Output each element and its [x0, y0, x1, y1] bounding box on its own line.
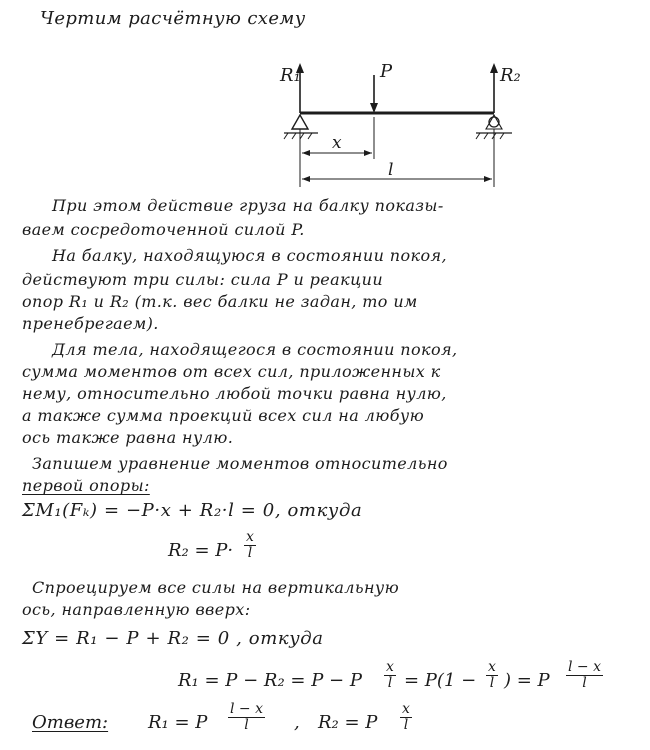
answer-r1-lhs: R₁ = P [148, 712, 208, 733]
r1-fraction-3 [566, 660, 603, 691]
fraction-numerator: x [402, 701, 410, 717]
fraction-denominator: l [403, 717, 409, 733]
text-line: нему, относительно любой точки равна нулю, [22, 384, 447, 403]
fraction-numerator: x [386, 659, 394, 675]
text-line: первой опоры: [22, 476, 150, 495]
text-line: ось, направленную вверх: [22, 600, 251, 619]
text-line: пренебрегаем). [22, 314, 159, 333]
label-p: P [380, 61, 393, 82]
text-line: ваем сосредоточенной силой P. [22, 220, 305, 239]
label-r1: R₁ [280, 65, 301, 86]
fraction-numerator: x [488, 659, 496, 675]
sum-y-equation: ΣY = R₁ − P + R₂ = 0 , откуда [22, 628, 324, 649]
r1-fraction-2 [486, 660, 498, 691]
text-line: опор R₁ и R₂ (т.к. вес балки не задан, то им [22, 292, 418, 311]
text-line: При этом действие груза на балку показы- [52, 196, 444, 215]
moment-equation: ΣM₁(Fₖ) = −P·x + R₂·l = 0, откуда [22, 500, 363, 521]
beam-diagram [270, 55, 530, 195]
answer-r1-fraction [228, 702, 265, 733]
heading: Чертим расчётную схему [40, 8, 306, 29]
text-line: сумма моментов от всех сил, приложенных к [22, 362, 441, 381]
text-line: Спроецируем все силы на вертикальную [32, 578, 400, 597]
r2-equation-lhs: R₂ = P· [168, 540, 234, 561]
r2-fraction [244, 530, 256, 561]
answer-r2-lhs: R₂ = P [318, 712, 378, 733]
answer-r2-fraction [400, 702, 412, 733]
label-l: l [388, 160, 394, 180]
fraction-denominator: l [247, 545, 253, 561]
label-r2: R₂ [500, 65, 521, 86]
fraction-numerator: x [246, 529, 254, 545]
fraction-denominator: l [244, 717, 249, 733]
fraction-numerator: l − x [230, 701, 264, 717]
answer-separator: , [294, 712, 300, 733]
fraction-numerator: l − x [568, 659, 602, 675]
left-support [284, 115, 318, 139]
text-line: Для тела, находящегося в состоянии покоя, [52, 340, 458, 359]
text-line: Запишем уравнение моментов относительно [32, 454, 448, 473]
fraction-denominator: l [387, 675, 393, 691]
r1-equation-part1: R₁ = P − R₂ = P − P [178, 670, 362, 691]
text-line: а также сумма проекций всех сил на любую [22, 406, 425, 425]
fraction-denominator: l [582, 675, 587, 691]
label-x: x [332, 133, 342, 153]
text-line: ось также равна нулю. [22, 428, 234, 447]
r1-fraction-1 [384, 660, 396, 691]
text-line: На балку, находящуюся в состоянии покоя, [52, 246, 447, 265]
text-line: действуют три силы: сила P и реакции [22, 270, 384, 289]
answer-label: Ответ: [32, 712, 109, 733]
fraction-denominator: l [489, 675, 495, 691]
r1-equation-part3: ) = P [504, 670, 550, 691]
r1-equation-part2: = P(1 − [404, 670, 477, 691]
